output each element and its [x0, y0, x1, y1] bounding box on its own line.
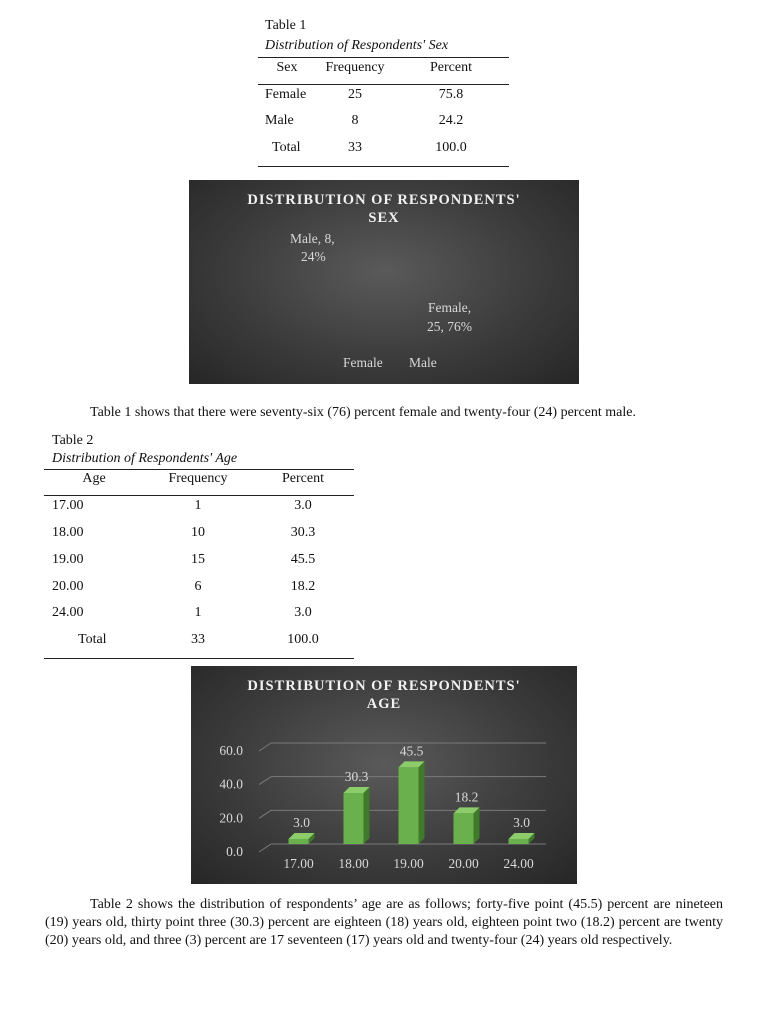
table2-cell: 24.00 [52, 605, 84, 620]
table2-cell: 100.0 [287, 632, 319, 647]
table1-cell-male: Male [265, 113, 294, 128]
table2-cell: 6 [194, 579, 202, 594]
bar [289, 839, 309, 844]
table2-cell: 15 [191, 552, 205, 567]
table1-cell-total-pct: 100.0 [435, 140, 467, 155]
table1-cell-total-freq: 33 [348, 140, 362, 155]
chart1-title-line2: SEX [368, 210, 400, 226]
table2-subtitle: Distribution of Respondents' Age [52, 451, 238, 466]
table1-header-frequency: Frequency [325, 60, 385, 75]
table2-header-age: Age [82, 471, 106, 486]
table1-cell-female: Female [265, 87, 307, 102]
table1-top-rule [258, 57, 509, 58]
legend-female-label: Female [343, 355, 383, 370]
gridline-wall [259, 810, 271, 818]
bar [454, 813, 474, 844]
x-tick-label: 20.00 [448, 856, 479, 871]
table2-header-rule [44, 495, 354, 496]
chart2-title-line2: AGE [366, 696, 402, 712]
table2-cell: Total [78, 632, 107, 647]
table2-cell: 33 [191, 632, 205, 647]
table1-bottom-rule [258, 166, 509, 167]
x-tick-label: 17.00 [283, 856, 314, 871]
pie-label-male-1: Male, 8, [290, 231, 335, 246]
table2-cell: 1 [194, 498, 202, 513]
table2-header-frequency: Frequency [168, 471, 228, 486]
bar-value-label: 18.2 [454, 789, 479, 805]
table2-cell: 1 [194, 605, 202, 620]
bar-value-label: 45.5 [399, 743, 424, 759]
table2-cell: 3.0 [294, 498, 312, 513]
table2-label: Table 2 [52, 433, 94, 448]
y-tick-label: 0.0 [226, 844, 243, 859]
table2-cell: 18.2 [290, 579, 316, 594]
pie-plot-area [189, 180, 579, 384]
pie-label-female-2: 25, 76% [427, 319, 472, 334]
gridline-wall [259, 743, 271, 751]
table1-header-sex: Sex [276, 60, 298, 75]
sex-pie-chart [189, 180, 579, 384]
table1-header-rule [258, 84, 509, 85]
table1-cell-male-pct: 24.2 [438, 113, 464, 128]
table2-top-rule [44, 469, 354, 470]
bar-side [364, 787, 370, 844]
table2-cell: 18.00 [52, 525, 84, 540]
bar-plot-area [191, 666, 577, 884]
table2-cell: 3.0 [294, 605, 312, 620]
pie-label-male-2: 24% [301, 249, 326, 264]
bar-side [419, 761, 425, 844]
x-tick-label: 24.00 [503, 856, 534, 871]
table1-cell-male-freq: 8 [351, 113, 359, 128]
chart1-title-line1: DISTRIBUTION OF RESPONDENTS' [247, 192, 521, 208]
table1-cell-female-freq: 25 [348, 87, 362, 102]
table2-cell: 45.5 [290, 552, 316, 567]
chart2-title-line1: DISTRIBUTION OF RESPONDENTS' [247, 678, 521, 694]
y-tick-label: 40.0 [219, 776, 243, 792]
table2-bottom-rule [44, 658, 354, 659]
bar-value-label: 3.0 [513, 814, 530, 830]
x-tick-label: 18.00 [338, 856, 369, 871]
y-tick-label: 20.0 [219, 810, 243, 826]
bar [344, 793, 364, 844]
table2-header-percent: Percent [282, 471, 324, 486]
legend-male-label: Male [409, 355, 437, 370]
table1-header-percent: Percent [430, 60, 472, 75]
table2-cell: 19.00 [52, 552, 84, 567]
table2-cell: 30.3 [290, 525, 316, 540]
y-tick-label: 60.0 [219, 743, 243, 758]
gridline-wall [259, 777, 271, 785]
table1-label: Table 1 [265, 18, 307, 33]
table2-cell: 10 [191, 525, 205, 540]
bar-side [474, 807, 480, 844]
x-tick-label: 19.00 [393, 856, 424, 871]
bar-value-label: 30.3 [344, 768, 369, 784]
paragraph-table2-summary: Table 2 shows the distribution of respondents’ age are as follows; forty-five point (45.5) percent are nineteen (19) years old, thirty point three (30.3) percent are eighteen (18) years old, eighteen point two (18.2) percent are twenty (20) years old, and three (3) percent are 17 seventeen (17) years old and twenty-four (24) years old respectively. [45, 897, 723, 948]
table1-cell-total: Total [272, 140, 301, 155]
bar [399, 767, 419, 844]
table2-cell: 20.00 [52, 579, 84, 594]
paragraph-table1-summary: Table 1 shows that there were seventy-six (76) percent female and twenty-four (24) percent male. [90, 405, 636, 420]
table1-cell-female-pct: 75.8 [438, 87, 464, 102]
pie-label-female-1: Female, [428, 300, 472, 315]
table1-subtitle: Distribution of Respondents' Sex [265, 38, 449, 53]
bar [509, 839, 529, 844]
age-bar-chart [191, 666, 577, 884]
bar-value-label: 3.0 [293, 814, 310, 830]
table2-cell: 17.00 [52, 498, 84, 513]
gridline-wall [259, 844, 271, 852]
